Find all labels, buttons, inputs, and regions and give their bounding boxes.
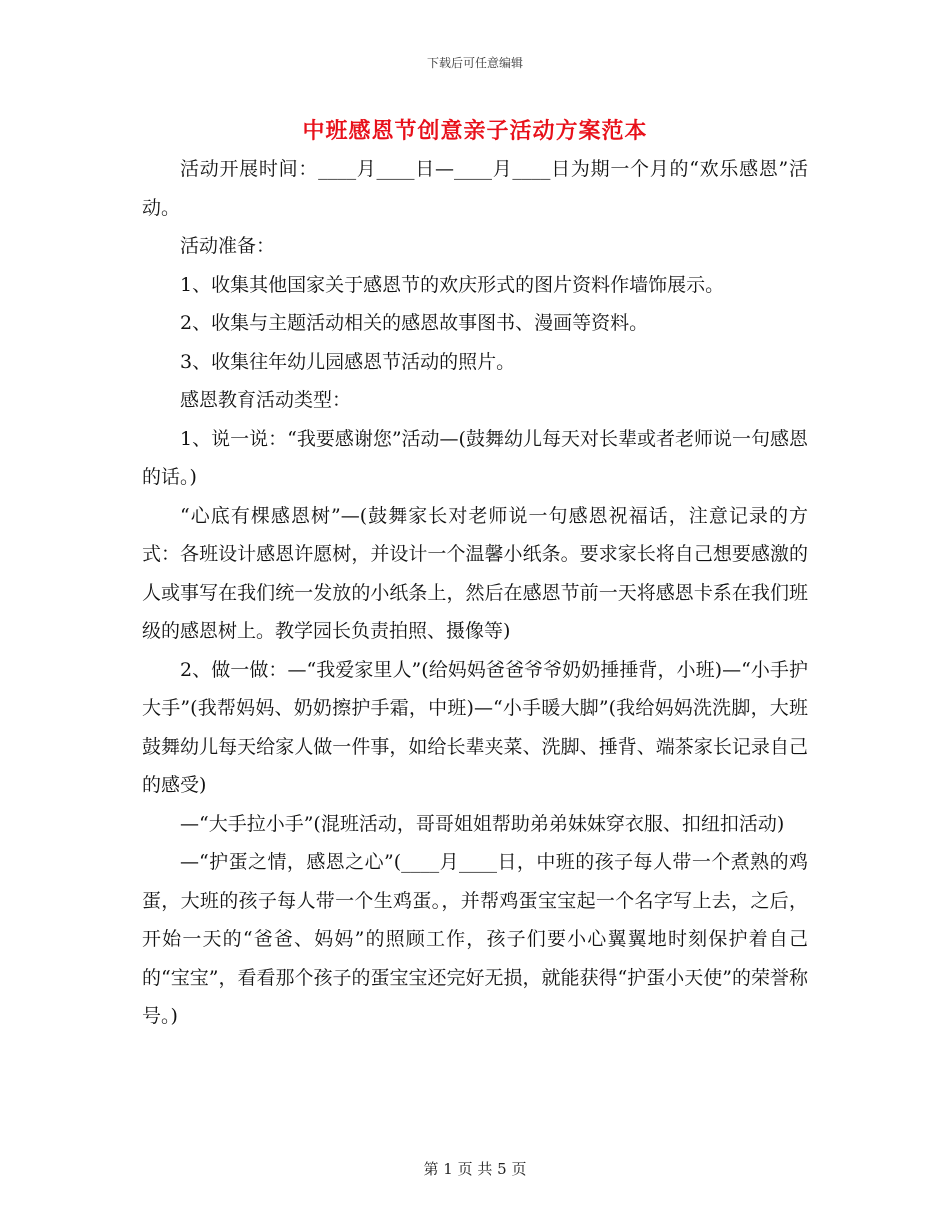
paragraph-preparation-heading: 活动准备：: [180, 235, 276, 257]
page-number: 第 1 页 共 5 页: [423, 1160, 527, 1178]
document-title: 中班感恩节创意亲子活动方案范本: [302, 118, 648, 144]
paragraph-speak: 1、说一说：“我要感谢您”活动—(鼓舞幼儿每天对长辈或者老师说一句感恩的话。): [142, 427, 808, 488]
paragraph-activity-time: 活动开展时间：____月____日—____月____日为期一个月的“欢乐感恩”活动。: [142, 158, 808, 219]
paragraph-preparation-1: 1、收集其他国家关于感恩节的欢庆形式的图片资料作墙饰展示。: [180, 273, 725, 296]
paragraph-big-hand-small-hand: —“大手拉小手”(混班活动，哥哥姐姐帮助弟弟妹妹穿衣服、扣纽扣活动): [180, 812, 785, 835]
paragraph-activity-types-heading: 感恩教育活动类型：: [180, 389, 352, 411]
paragraph-preparation-3: 3、收集往年幼儿园感恩节活动的照片。: [180, 350, 516, 373]
paragraph-preparation-2: 2、收集与主题活动相关的感恩故事图书、漫画等资料。: [180, 312, 649, 334]
document-body: [142, 150, 808, 1036]
paragraph-do: 2、做一做：—“我爱家里人”(给妈妈爸爸爷爷奶奶捶捶背，小班)—“小手护大手”(我帮妈妈、奶奶擦护手霜，中班)—“小手暖大脚”(我给妈妈洗洗脚，大班鼓舞幼儿每天给家人做一件事，如给长辈夹菜、洗脚、捶背、端茶家长记录自己的感受): [142, 658, 808, 796]
header-note: 下载后可任意编辑: [426, 56, 523, 70]
paragraph-gratitude-tree: “心底有棵感恩树”—(鼓舞家长对老师说一句感恩祝福话，注意记录的方式：各班设计感恩许愿树，并设计一个温馨小纸条。要求家长将自己想要感激的人或事写在我们统一发放的小纸条上，然后在感恩节前一天将感恩卡系在我们班级的感恩树上。教学园长负责拍照、摄像等): [142, 504, 808, 642]
paragraph-egg-protection: —“护蛋之情，感恩之心”(____月____日，中班的孩子每人带一个煮熟的鸡蛋，大班的孩子每人带一个生鸡蛋。，并帮鸡蛋宝宝起一个名字写上去，之后，开始一天的“爸爸、妈妈”的照顾工作，孩子们要小心翼翼地时刻保护着自己的“宝宝”，看看那个孩子的蛋宝宝还完好无损，就能获得“护蛋小天使”的荣誉称号。): [142, 851, 808, 1027]
